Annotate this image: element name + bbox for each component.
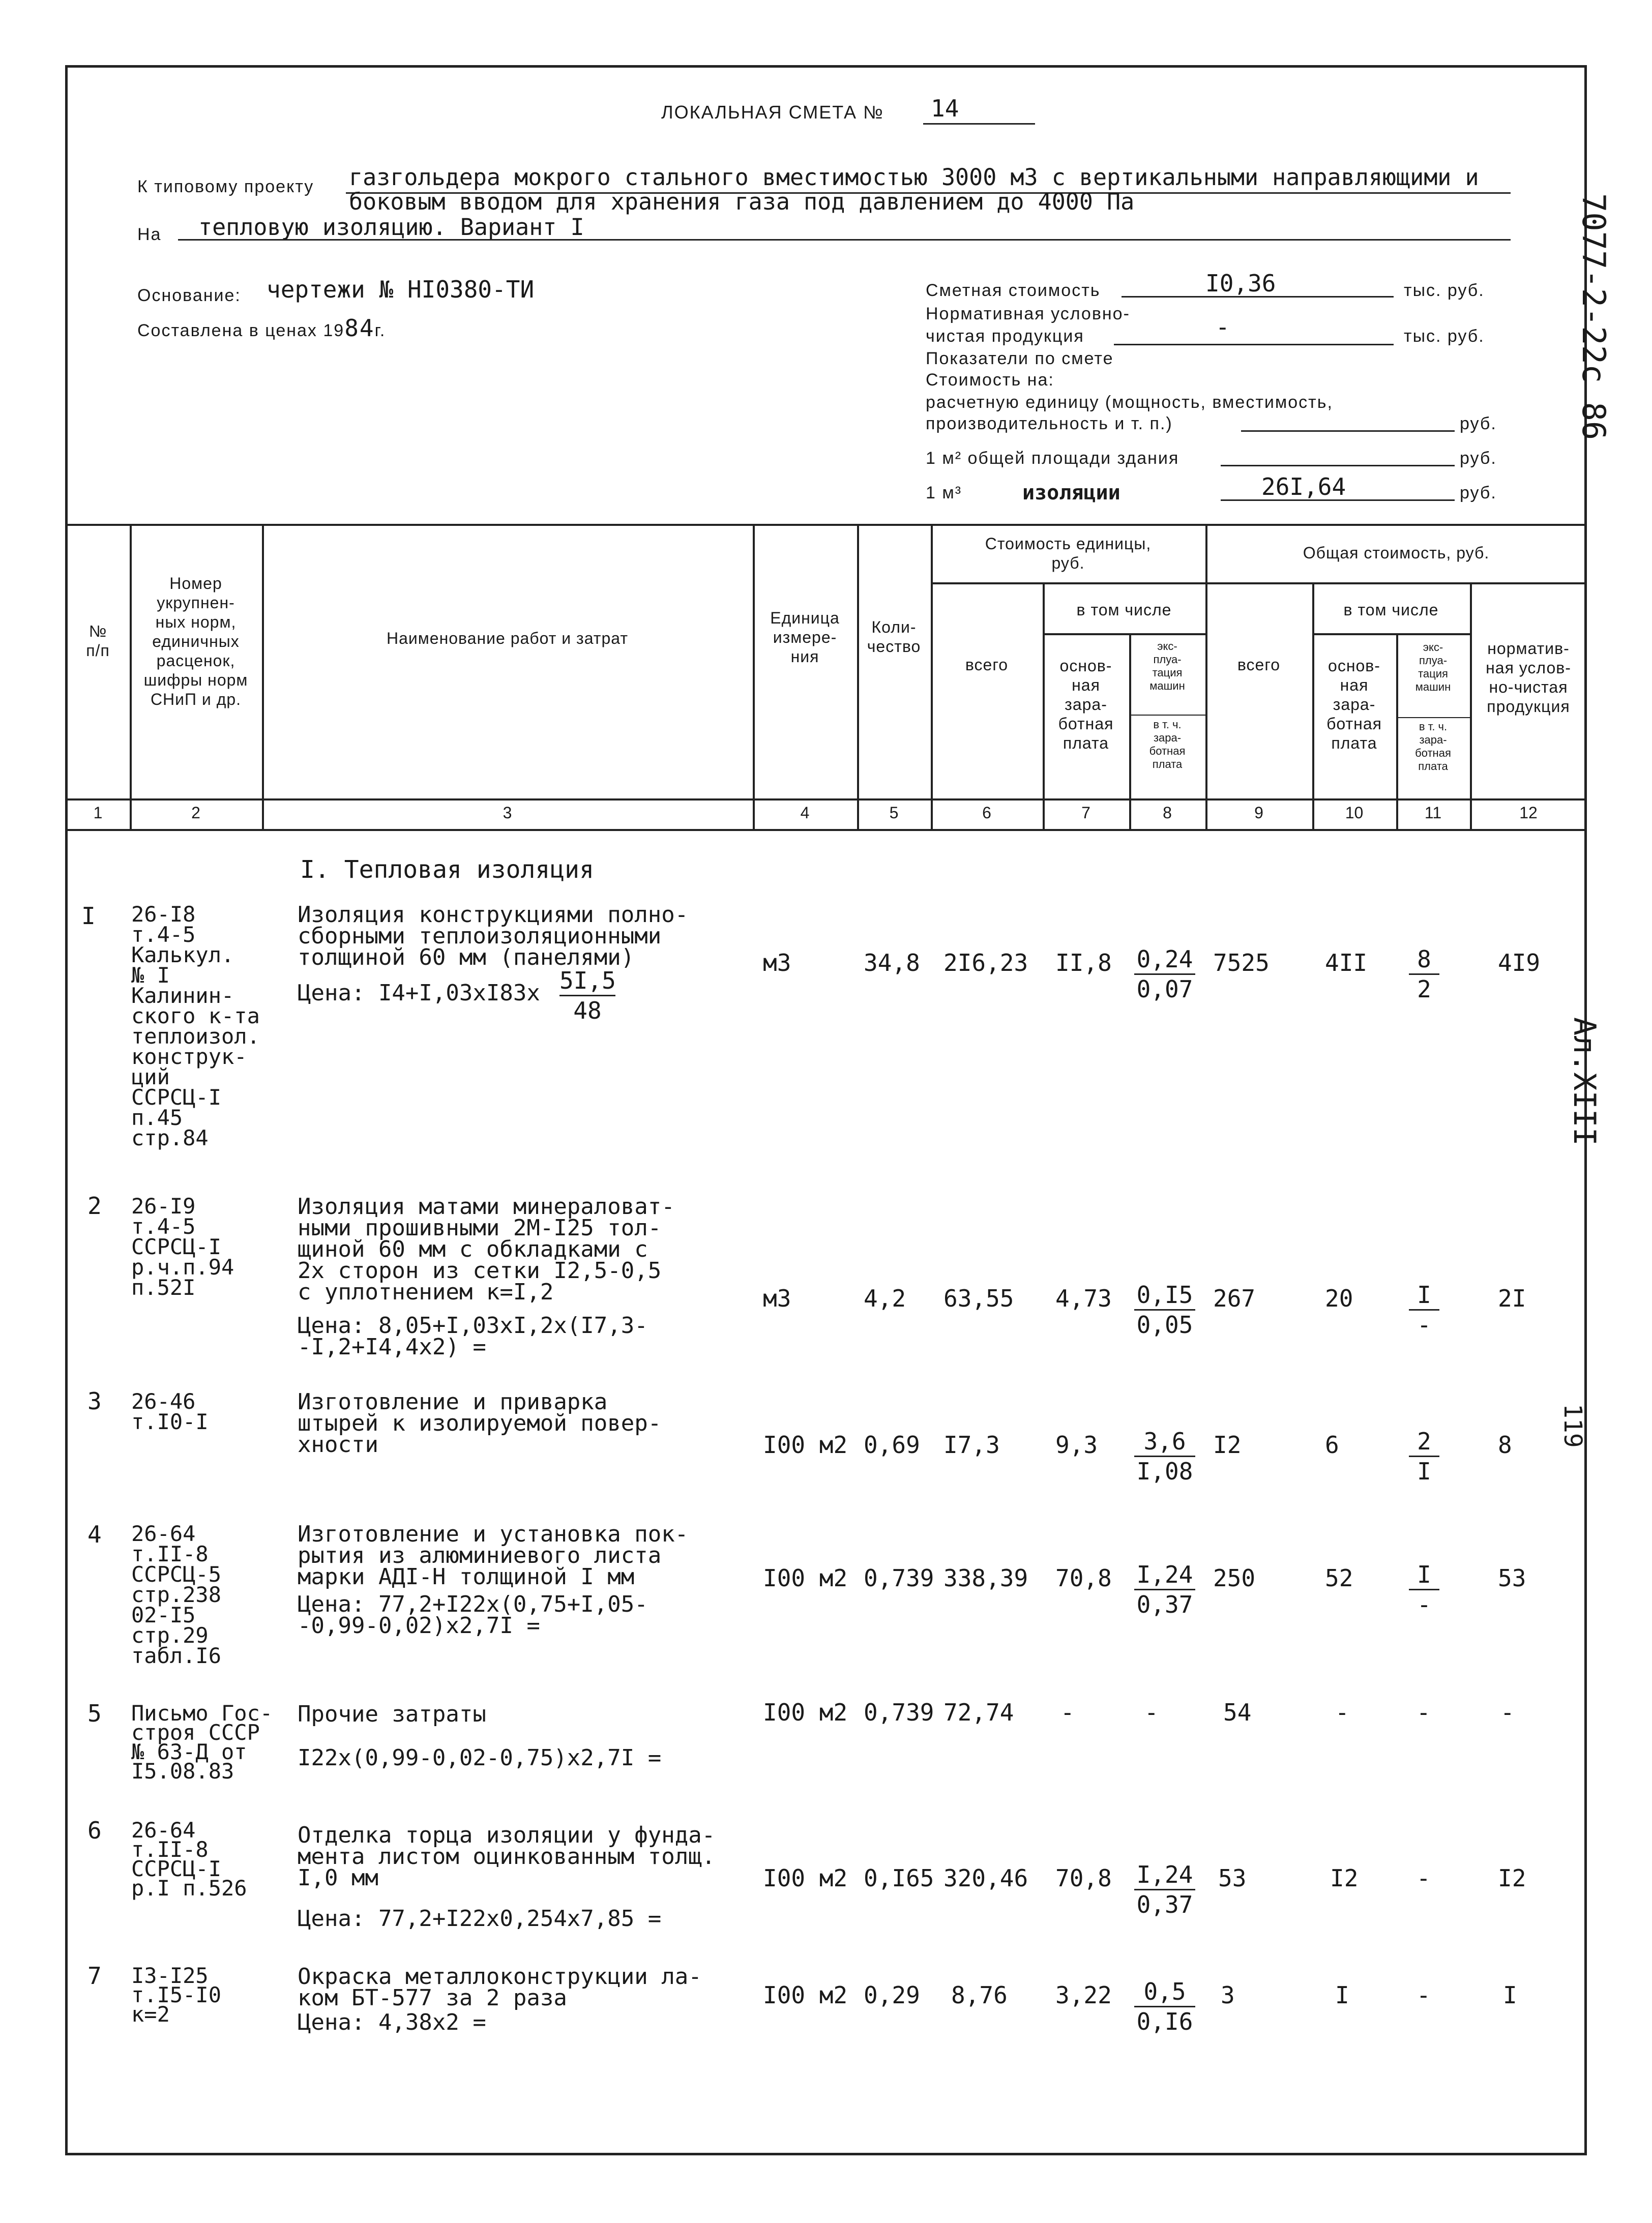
row-number: 7	[87, 1962, 102, 1990]
calc-unit-label-1: расчетную единицу (мощность, вместимость,	[926, 393, 1333, 412]
unit-cost-machine: $\frac{3,6}{I,08}$	[1134, 1427, 1195, 1486]
norm-code: 26-64 т.II-8 ССРСЦ-5 стр.238 02-I5 стр.29 табл.I6	[131, 1521, 222, 1668]
unit-cost-wage: 9,3	[1055, 1431, 1098, 1459]
total-cost-wage: 6	[1325, 1431, 1339, 1459]
unit: м3	[763, 949, 791, 976]
total-cost-all: 267	[1213, 1285, 1256, 1312]
col-number-5: 5	[889, 804, 899, 822]
quantity: 4,2	[864, 1285, 906, 1312]
price-formula: Цена: 8,05+I,03хI,2х(I7,3- -I,2+I4,4х2) =	[298, 1313, 648, 1360]
total-cost-all: 53	[1218, 1864, 1247, 1892]
total-cost-all: 54	[1223, 1699, 1252, 1726]
unit-cost-wage: II,8	[1055, 949, 1112, 976]
norm-label-1: Нормативная условно-	[926, 304, 1130, 323]
quantity: 34,8	[864, 949, 920, 976]
col-number-3: 3	[503, 804, 512, 822]
col-number-7: 7	[1081, 804, 1090, 822]
header-total-cost: Общая стоимость, руб.	[1303, 544, 1490, 562]
total-cost-machine: I -	[1409, 1281, 1439, 1339]
price-formula: Цена: 77,2+I22х0,254х7,85 =	[298, 1906, 662, 1932]
calc-unit-label-2: производительность и т. п.)	[926, 414, 1173, 433]
row-number: I	[81, 902, 96, 930]
col-number-8: 8	[1163, 804, 1172, 822]
unit-cost-machine: -	[1144, 1699, 1159, 1726]
row-number: 5	[87, 1700, 102, 1727]
side-album: Ал.XIII	[1567, 1017, 1602, 1146]
na-label: На	[137, 225, 162, 244]
estimate-cost-unit: тыс. руб.	[1404, 281, 1485, 300]
estimate-number: 14	[931, 95, 959, 122]
quantity: 0,I65	[864, 1864, 934, 1892]
norm-underline	[1114, 344, 1394, 345]
header-norm-code: Номер укрупнен- ных норм, единичных расценок, шифры норм СНиП и др.	[143, 574, 248, 708]
total-cost-machine: -	[1417, 1864, 1431, 1892]
quantity: 0,739	[864, 1564, 934, 1592]
total-cost-all: 250	[1213, 1564, 1256, 1592]
col-number-2: 2	[191, 804, 200, 822]
estimate-cost-value: I0,36	[1205, 270, 1276, 297]
norm-code: Письмо Гос- строя СССР № 63-Д от I5.08.83	[131, 1701, 273, 1784]
row-number: 3	[87, 1387, 102, 1415]
norm-label-2: чистая продукция	[926, 327, 1084, 346]
header-unit-cost: Стоимость единицы, руб.	[985, 535, 1152, 572]
total-cost-all: 7525	[1213, 949, 1270, 976]
col-number-6: 6	[982, 804, 991, 822]
side-code: 7077-2-22с 86	[1575, 193, 1612, 440]
indicators-label: Показатели по смете	[926, 349, 1114, 368]
project-label: К типовому проекту	[137, 177, 314, 196]
total-cost-all: I2	[1213, 1431, 1242, 1459]
area-underline	[1221, 465, 1455, 466]
header-machine-wage-total: в т. ч. зара- ботная плата	[1415, 720, 1451, 773]
total-cost-wage: I	[1335, 1981, 1349, 2009]
quantity: 0,69	[864, 1431, 920, 1459]
col-number-10: 10	[1345, 804, 1364, 822]
header-quantity: Коли- чество	[867, 618, 921, 656]
header-machine-wage-unit: в т. ч. зара- ботная плата	[1149, 718, 1186, 770]
section-title: I. Тепловая изоляция	[300, 855, 594, 884]
volume-item: изоляции	[1022, 481, 1120, 505]
estimate-cost-label: Сметная стоимость	[926, 281, 1101, 300]
header-all-total: всего	[1237, 656, 1281, 674]
price-formula: I22х(0,99-0,02-0,75)х2,7I =	[298, 1745, 662, 1771]
header-number: № п/п	[86, 622, 110, 660]
norm-code: 26-I8 т.4-5 Калькул. № I Калинин- ского к-та теплоизол. конструк- ций ССРСЦ-I п.45 стр.84	[131, 902, 260, 1150]
area-label: 1 м² общей площади здания	[926, 449, 1179, 468]
price-formula: Цена: 4,38х2 =	[298, 2009, 486, 2035]
unit-cost-wage: 70,8	[1055, 1564, 1112, 1592]
total-cost-all: 3	[1221, 1981, 1235, 2009]
unit: I00 м2	[763, 1699, 848, 1726]
unit-cost-total: 320,46	[943, 1864, 1028, 1892]
price-fraction: $\frac{5I,5}{48}$	[559, 967, 616, 1024]
row-number: 4	[87, 1521, 102, 1548]
document-frame	[65, 65, 1587, 2155]
norm-value: -	[1216, 313, 1230, 341]
calc-unit-underline	[1241, 430, 1455, 432]
estimate-cost-underline	[1122, 296, 1394, 298]
norm-unit: тыс. руб.	[1404, 327, 1485, 346]
unit-cost-wage: 3,22	[1055, 1981, 1112, 2009]
na-value: тепловую изоляцию. Вариант I	[198, 214, 584, 241]
col-number-12: 12	[1519, 804, 1538, 822]
col-number-4: 4	[800, 804, 810, 822]
unit-cost-wage: 70,8	[1055, 1864, 1112, 1892]
quantity: 0,29	[864, 1981, 920, 2009]
volume-underline	[1221, 499, 1455, 501]
volume-value: 26I,64	[1261, 473, 1346, 500]
unit: I00 м2	[763, 1981, 848, 2009]
area-rub: руб.	[1460, 449, 1497, 468]
unit-cost-total: 8,76	[951, 1981, 1008, 2009]
prices-label: Составлена в ценах 1984г.	[137, 314, 386, 342]
col-number-11: 11	[1424, 804, 1442, 822]
norm-code: 26-I9 т.4-5 ССРСЦ-I р.ч.п.94 п.52I	[131, 1194, 234, 1300]
unit-cost-wage: 4,73	[1055, 1285, 1112, 1312]
total-cost-wage: -	[1335, 1699, 1349, 1726]
total-norm-product: 53	[1498, 1564, 1526, 1592]
col-number-1: 1	[93, 804, 103, 822]
side-page: 119	[1558, 1404, 1587, 1448]
total-cost-machine: -	[1417, 1981, 1431, 2009]
basis-value: чертежи № НI0380-ТИ	[267, 276, 535, 303]
unit-cost-machine: $\frac{I,24}{0,37}$	[1134, 1860, 1195, 1919]
unit: I00 м2	[763, 1864, 848, 1892]
row-number: 6	[87, 1817, 102, 1844]
row-number: 2	[87, 1192, 102, 1220]
total-cost-wage: I2	[1330, 1864, 1359, 1892]
quantity: 0,739	[864, 1699, 934, 1726]
unit: I00 м2	[763, 1564, 848, 1592]
cost-on-label: Стоимость на:	[926, 370, 1054, 390]
unit-cost-total: 2I6,23	[943, 949, 1028, 976]
norm-code: 26-46 т.I0-I	[131, 1389, 209, 1434]
project-line-1: газгольдера мокрого стального вместимостью 3000 м3 с вертикальными направляющими и	[349, 164, 1479, 191]
total-norm-product: 2I	[1498, 1285, 1526, 1312]
unit-cost-machine: $\frac{0,24}{0,07}$	[1134, 945, 1195, 1003]
calc-unit-rub: руб.	[1460, 414, 1497, 433]
unit-cost-total: 338,39	[943, 1564, 1028, 1592]
header-base-wage-unit: основ- ная зара- ботная плата	[1058, 657, 1114, 752]
total-norm-product: -	[1500, 1699, 1515, 1726]
price-formula: Цена: I4+I,03хI83х	[298, 980, 540, 1006]
work-name: Изоляция конструкциями полно- сборными теплоизоляционными толщиной 60 мм (панелями)	[298, 902, 689, 970]
total-cost-machine: I -	[1409, 1560, 1439, 1619]
total-cost-wage: 52	[1325, 1564, 1353, 1592]
unit-cost-total: 63,55	[943, 1285, 1014, 1312]
total-cost-wage: 4II	[1325, 949, 1368, 976]
unit-cost-total: 72,74	[943, 1699, 1014, 1726]
na-underline	[178, 239, 1511, 241]
work-name: Изоляция матами минераловат- ными прошивными 2М-I25 тол- щиной 60 мм с обкладками с 2х сторон из сетки I2,5-0,5 с уплотнением к=I,2	[298, 1194, 675, 1305]
unit-cost-wage: -	[1060, 1699, 1075, 1726]
col-number-9: 9	[1254, 804, 1263, 822]
total-cost-machine: -	[1417, 1699, 1431, 1726]
unit-cost-machine: $\frac{0,I5}{0,05}$	[1134, 1281, 1195, 1339]
basis-label: Основание:	[137, 286, 241, 305]
header-incl-unit: в том числе	[1076, 601, 1172, 619]
total-cost-machine: $\frac{8}{2}$	[1409, 945, 1439, 1003]
estimate-number-underline	[923, 123, 1035, 125]
unit: I00 м2	[763, 1431, 848, 1459]
header-unit: Единица измере- ния	[770, 609, 840, 666]
header-machine-unit: экс- плуа- тация машин	[1149, 640, 1185, 692]
project-line-2: боковым вводом для хранения газа под давлением до 4000 Па	[349, 188, 1135, 215]
work-name: Изготовление и установка пок- рытия из алюминиевого листа марки АДI-Н толщиной I мм	[298, 1521, 689, 1590]
header-norm-product: норматив- ная услов- но-чистая продукция	[1486, 639, 1571, 716]
header-work-name: Наименование работ и затрат	[386, 629, 628, 647]
header-base-wage-total: основ- ная зара- ботная плата	[1326, 657, 1382, 752]
total-norm-product: 4I9	[1498, 949, 1541, 976]
work-name: Отделка торца изоляции у фунда- мента листом оцинкованным толщ. I,0 мм	[298, 1822, 716, 1891]
norm-code: 26-64 т.II-8 ССРСЦ-I р.I п.526	[131, 1818, 247, 1901]
header-machine-total: экс- плуа- тация машин	[1415, 641, 1451, 693]
total-cost-wage: 20	[1325, 1285, 1353, 1312]
unit-cost-machine: $\frac{I,24}{0,37}$	[1134, 1560, 1195, 1619]
price-formula: Цена: 77,2+I22х(0,75+I,05- -0,99-0,02)х2,7I =	[298, 1591, 648, 1639]
work-name: Окраска металлоконструкции ла- ком БТ-577 за 2 раза	[298, 1964, 702, 2011]
header-incl-total: в том числе	[1343, 601, 1439, 619]
norm-code: I3-I25 т.I5-I0 к=2	[131, 1963, 222, 2027]
volume-label: 1 м³	[926, 483, 962, 502]
total-norm-product: I	[1503, 1981, 1517, 2009]
work-name: Изготовление и приварка штырей к изолируемой повер- хности	[298, 1389, 662, 1458]
header-all-unit: всего	[965, 656, 1009, 674]
unit-cost-machine: $\frac{0,5}{0,I6}$	[1134, 1977, 1195, 2036]
total-norm-product: I2	[1498, 1864, 1526, 1892]
volume-rub: руб.	[1460, 483, 1497, 502]
total-norm-product: 8	[1498, 1431, 1512, 1459]
work-name: Прочие затраты	[298, 1701, 486, 1727]
total-cost-machine: $\frac{2}{I}$	[1409, 1427, 1439, 1486]
unit-cost-total: I7,3	[943, 1431, 1000, 1459]
unit: м3	[763, 1285, 791, 1312]
title-prefix: ЛОКАЛЬНАЯ СМЕТА №	[661, 102, 884, 123]
